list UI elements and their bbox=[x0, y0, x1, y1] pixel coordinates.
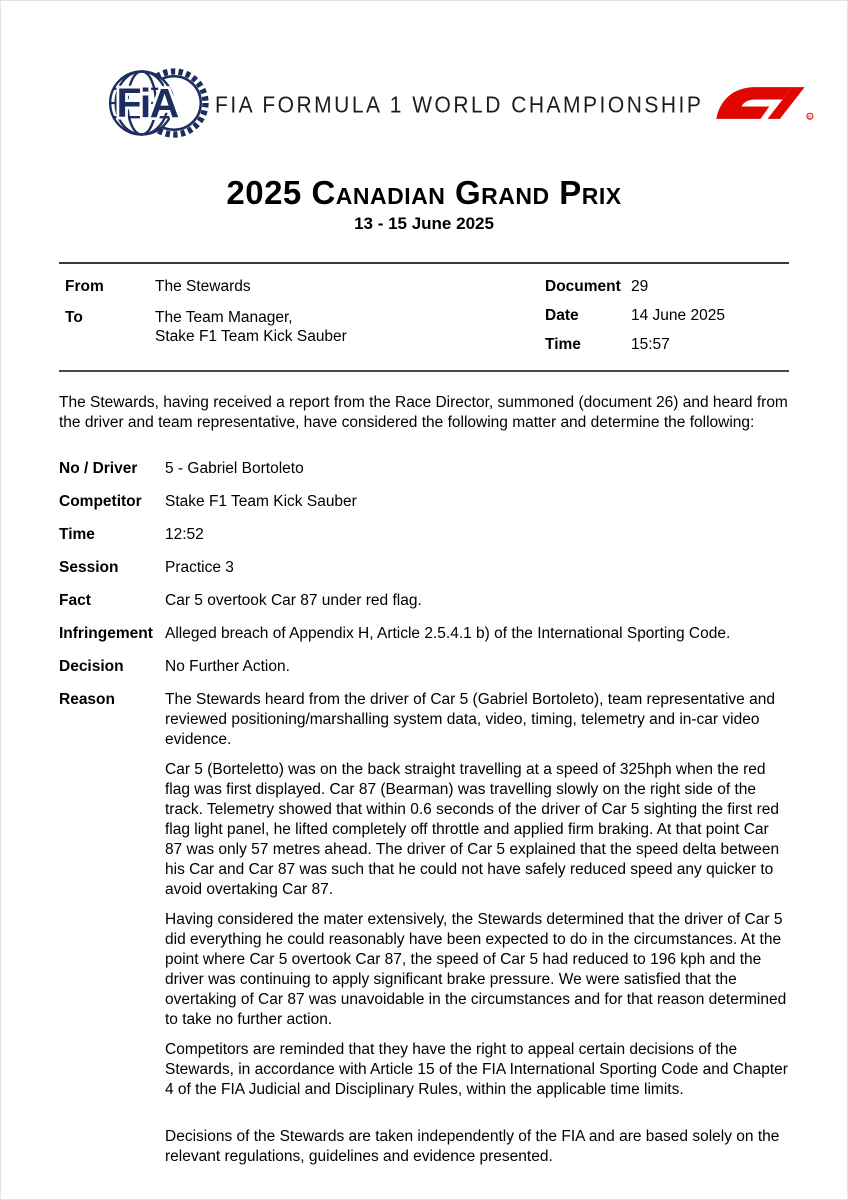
competitor-label: Competitor bbox=[59, 493, 142, 510]
field-row-infringement bbox=[59, 624, 789, 644]
document-page bbox=[1, 63, 847, 1177]
from-value: The Stewards bbox=[155, 278, 251, 295]
championship-title: FIA FORMULA 1 WORLD CHAMPIONSHIP bbox=[215, 92, 704, 118]
fact-value: Car 5 overtook Car 87 under red flag. bbox=[165, 592, 422, 609]
intro-paragraph: The Stewards, having received a report from the Race Director, summoned (document 26) and heard from the driver and team representative, have considered the following matter and determine the following: bbox=[59, 394, 788, 431]
date-label: Date bbox=[545, 307, 579, 324]
field-row-decision bbox=[59, 657, 789, 677]
decision-value: No Further Action. bbox=[165, 658, 290, 675]
no-driver-label: No / Driver bbox=[59, 460, 138, 477]
field-row-reason bbox=[59, 690, 789, 1177]
meta-row-from bbox=[65, 277, 545, 296]
to-label: To bbox=[65, 309, 83, 326]
field-row-competitor bbox=[59, 492, 789, 512]
svg-text:FiA: FiA bbox=[116, 80, 178, 127]
meta-row-time bbox=[545, 335, 783, 354]
meta-row-date bbox=[545, 306, 783, 325]
competitor-value: Stake F1 Team Kick Sauber bbox=[165, 493, 357, 510]
from-label: From bbox=[65, 278, 104, 295]
meta-table bbox=[59, 262, 789, 372]
event-title: 2025 Canadian Grand Prix bbox=[226, 174, 622, 211]
document-value: 29 bbox=[631, 278, 649, 295]
meta-right-column bbox=[545, 277, 783, 354]
infringement-label: Infringement bbox=[59, 625, 153, 642]
time-label: Time bbox=[545, 336, 581, 353]
decision-fields bbox=[59, 459, 789, 1177]
field-row-fact bbox=[59, 591, 789, 611]
time-field-value: 12:52 bbox=[165, 526, 204, 543]
to-value-line2: Stake F1 Team Kick Sauber bbox=[155, 328, 347, 345]
field-row-no-driver bbox=[59, 459, 789, 479]
reason-paragraph-4: Competitors are reminded that they have the right to appeal certain decisions of the Stewards, in accordance with Article 15 of the FIA International Sporting Code and Chapter 4 of the FIA Judicial and Disciplinary Rules, within the applicable time limits. bbox=[165, 1041, 788, 1098]
reason-label: Reason bbox=[59, 691, 115, 708]
time-field-label: Time bbox=[59, 526, 95, 543]
reason-paragraph-3: Having considered the mater extensively, the Stewards determined that the driver of Car 5 did everything he could reasonably have been expected to do in the circumstances. At the point where Car 5 overtook Car 87, the speed of Car 5 had reduced to 196 kph and the driver was continuing to apply significant brake pressure. We were satisfied that the overtaking of Car 87 was unavoidable in the circumstances and for that reason determined to take no further action. bbox=[165, 911, 787, 1028]
to-value bbox=[155, 308, 347, 346]
fia-logo-icon bbox=[107, 63, 211, 148]
meta-left-column bbox=[65, 277, 545, 354]
to-value-line1: The Team Manager, bbox=[155, 309, 293, 326]
infringement-value: Alleged breach of Appendix H, Article 2.5.4.1 b) of the International Sporting Code. bbox=[165, 625, 731, 642]
reason-footer-paragraph: Decisions of the Stewards are taken independently of the FIA and are based solely on the relevant regulations, guidelines and evidence presented. bbox=[165, 1128, 780, 1165]
document-label: Document bbox=[545, 278, 621, 295]
reason-paragraphs bbox=[165, 690, 789, 1177]
reason-paragraph-1: The Stewards heard from the driver of Car 5 (Gabriel Bortoleto), team representative and reviewed positioning/marshalling system data, video, timing, telemetry and in-car video evidence. bbox=[165, 691, 775, 748]
f1-logo-svg bbox=[711, 78, 817, 128]
document-header bbox=[59, 63, 812, 148]
svg-text:R: R bbox=[808, 115, 812, 121]
field-row-session bbox=[59, 558, 789, 578]
time-value: 15:57 bbox=[631, 336, 670, 353]
meta-row-to bbox=[65, 308, 545, 346]
session-label: Session bbox=[59, 559, 119, 576]
field-row-time bbox=[59, 525, 789, 545]
meta-row-document bbox=[545, 277, 783, 296]
date-value: 14 June 2025 bbox=[631, 307, 725, 324]
fia-logo-svg bbox=[107, 63, 211, 143]
reason-paragraph-2: Car 5 (Borteletto) was on the back straight travelling at a speed of 325hph when the red flag was first displayed. Car 87 (Bearman) was travelling slowly on the right side of the track. Telemetry showed that within 0.6 seconds of the driver of Car 5 sighting the first red flag light panel, he lifted completely off throttle and applied firm braking. At that point Car 87 was only 57 metres ahead. The driver of Car 5 explained that the speed delta between his Car and Car 87 was such that he could not have safely reduced speed any quicker to avoid overtaking Car 87. bbox=[165, 761, 780, 898]
session-value: Practice 3 bbox=[165, 559, 234, 576]
f1-logo-icon bbox=[711, 78, 817, 133]
no-driver-value: 5 - Gabriel Bortoleto bbox=[165, 460, 304, 477]
decision-label: Decision bbox=[59, 658, 124, 675]
event-dates: 13 - 15 June 2025 bbox=[354, 214, 494, 233]
fact-label: Fact bbox=[59, 592, 91, 609]
